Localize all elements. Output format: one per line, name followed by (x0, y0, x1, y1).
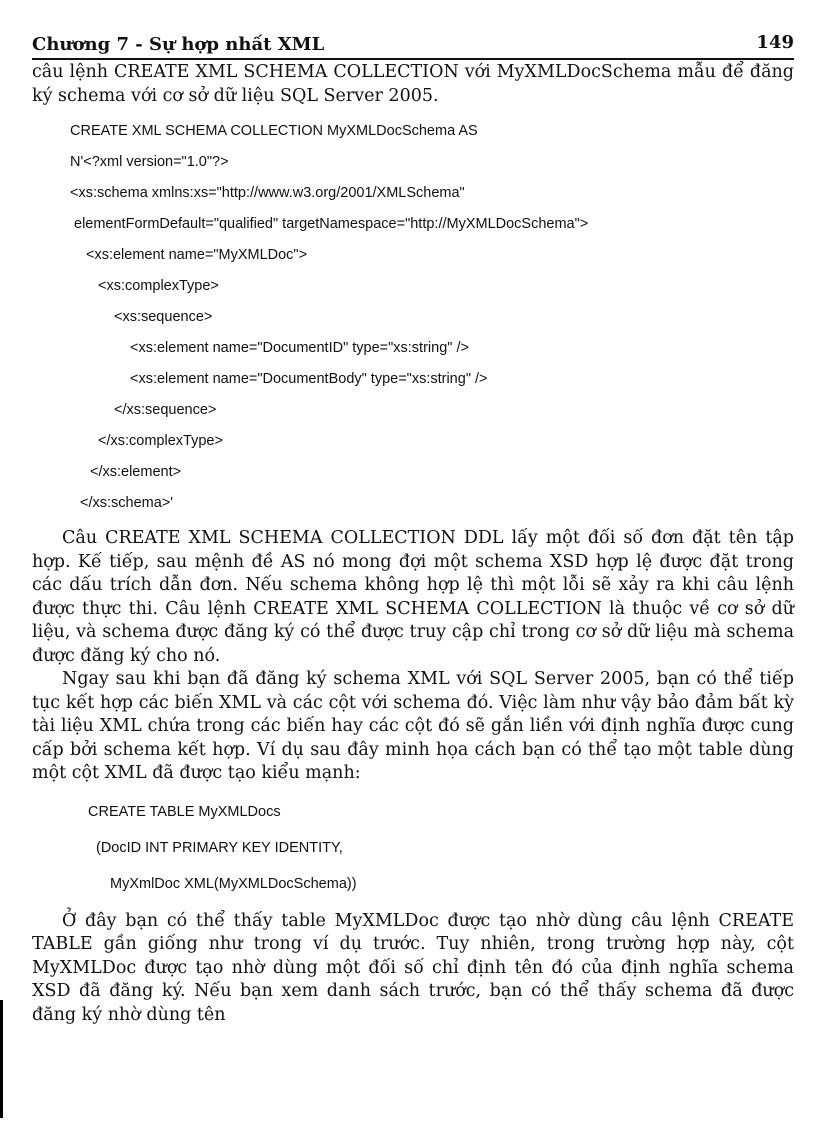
page-header (32, 30, 794, 60)
code-line: elementFormDefault="qualified" targetNamespace="http://MyXMLDocSchema"> (74, 216, 589, 232)
body-paragraph: Ngay sau khi bạn đã đăng ký schema XML với SQL Server 2005, bạn có thể tiếp tục kết hợp các biến XML và các cột với schema đó. Việc làm như vậy bảo đảm bất kỳ tài liệu XML chứa trong các biến hay các cột đó sẽ gắn liền với định nghĩa được cung cấp bởi schema kết hợp. Ví dụ sau đây minh họa cách bạn có thể tạo một table dùng một cột XML đã được tạo kiểu mạnh: (32, 669, 794, 783)
book-page (32, 30, 794, 1027)
code-line: <xs:element name="MyXMLDoc"> (86, 247, 308, 263)
code-line: <xs:element name="DocumentID" type="xs:string" /> (130, 340, 469, 356)
code-line: <xs:schema xmlns:xs="http://www.w3.org/2001/XMLSchema" (70, 185, 465, 201)
code-line: <xs:complexType> (98, 278, 219, 294)
chapter-title: Chương 7 - Sự hợp nhất XML (32, 34, 325, 55)
schema-code-block (32, 116, 794, 519)
code-line: MyXmlDoc XML(MyXMLDocSchema)) (110, 875, 357, 892)
body-paragraph: Câu CREATE XML SCHEMA COLLECTION DDL lấy một đối số đơn đặt tên tập hợp. Kế tiếp, sau mệnh đề AS nó mong đợi một schema XSD hợp lệ được đặt trong các dấu trích dẫn đơn. Nếu schema không hợp lệ thì một lỗi sẽ xảy ra khi câu lệnh được thực thi. Câu lệnh CREATE XML SCHEMA COLLECTION là thuộc về cơ sở dữ liệu, và schema được đăng ký có thể được truy cập chỉ trong cơ sở dữ liệu mà schema được đăng ký cho nó. (32, 528, 794, 666)
table-code-block (32, 794, 794, 902)
code-line: <xs:sequence> (114, 309, 213, 325)
code-line: CREATE XML SCHEMA COLLECTION MyXMLDocSchema AS (70, 123, 478, 139)
code-line: </xs:element> (90, 464, 182, 480)
code-line: <xs:element name="DocumentBody" type="xs:string" /> (130, 371, 488, 387)
code-line: </xs:sequence> (114, 402, 217, 418)
code-line: </xs:complexType> (98, 433, 223, 449)
page-number: 149 (756, 32, 794, 53)
code-line: </xs:schema>' (80, 495, 174, 511)
body-paragraph: Ở đây bạn có thể thấy table MyXMLDoc được tạo nhờ dùng câu lệnh CREATE TABLE gần giống như trong ví dụ trước. Tuy nhiên, trong trường hợp này, cột MyXMLDoc được tạo nhờ dùng một đối số chỉ định tên đó của định nghĩa schema XSD đã đăng ký. Nếu bạn xem danh sách trước, bạn có thể thấy schema đã được đăng ký nhờ dùng tên (32, 910, 794, 1025)
code-line: (DocID INT PRIMARY KEY IDENTITY, (96, 839, 343, 856)
scan-edge-bar (0, 1000, 3, 1118)
code-line: N'<?xml version="1.0"?> (70, 154, 229, 170)
code-line: CREATE TABLE MyXMLDocs (88, 803, 281, 820)
intro-paragraph: câu lệnh CREATE XML SCHEMA COLLECTION với MyXMLDocSchema mẫu để đăng ký schema với cơ sở dữ liệu SQL Server 2005. (32, 62, 794, 106)
